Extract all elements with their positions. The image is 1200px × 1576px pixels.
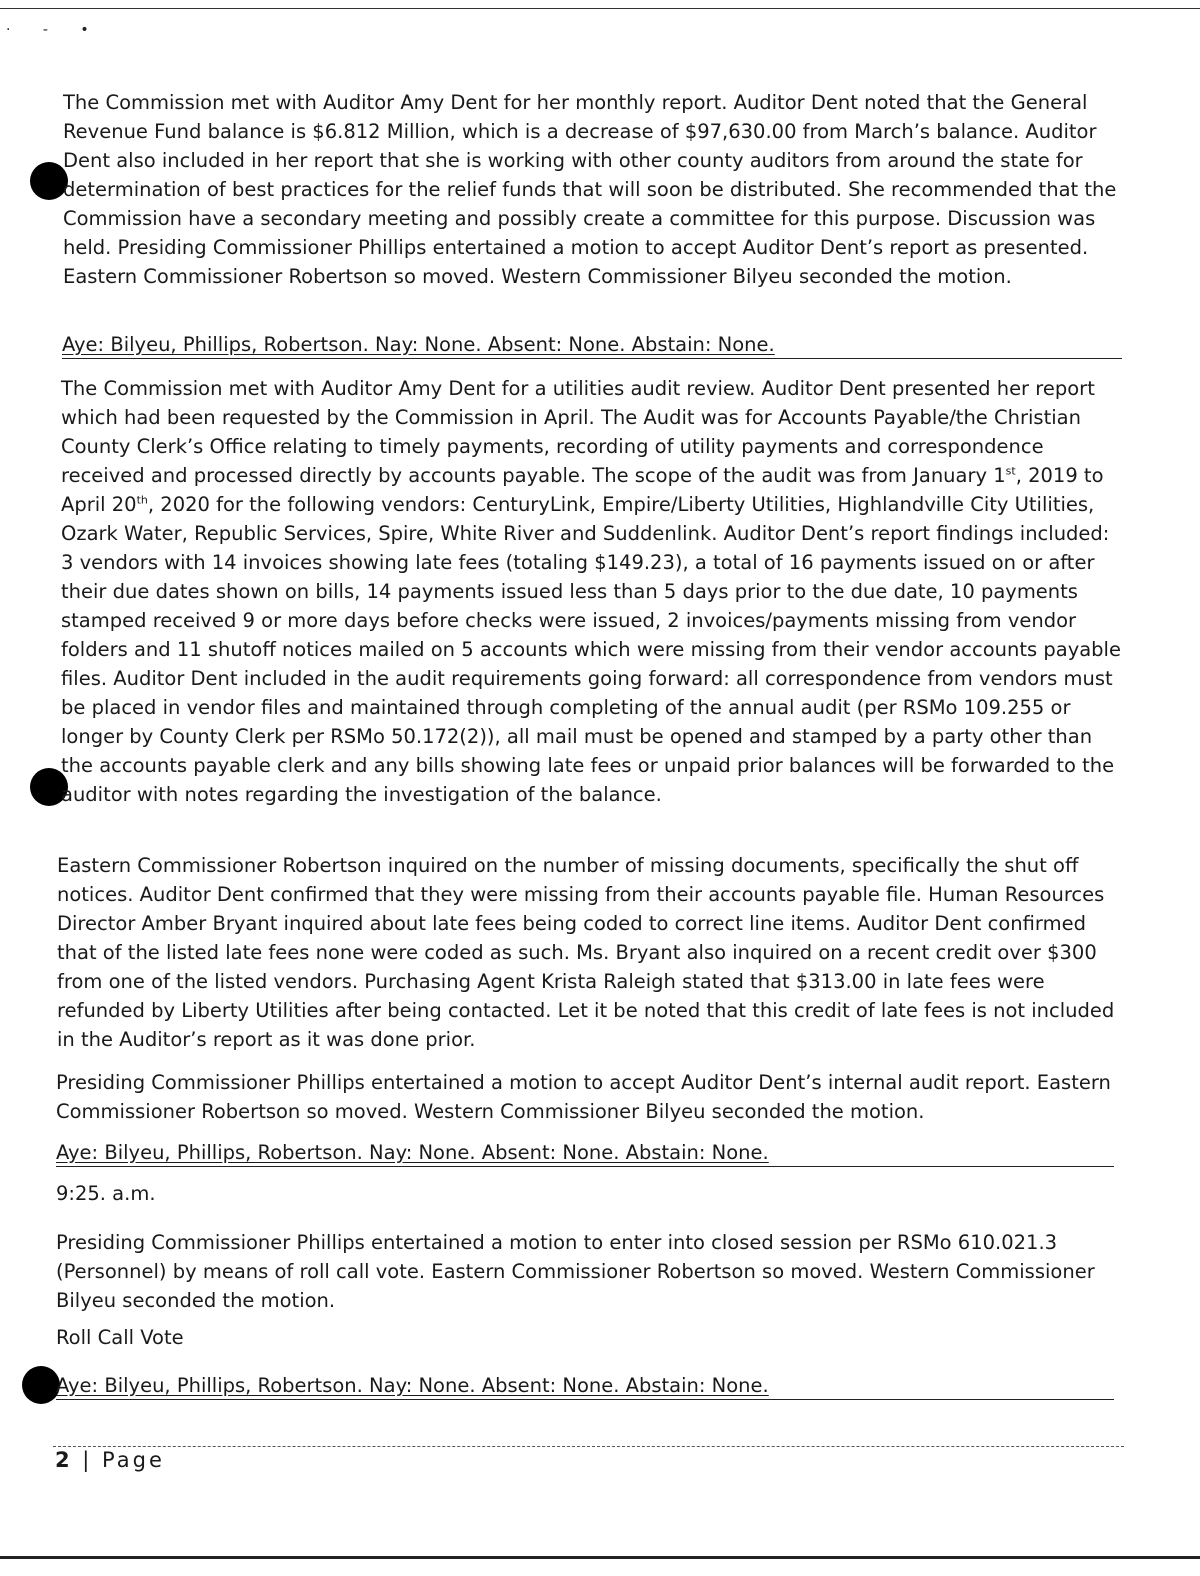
- superscript-st: st: [1005, 464, 1016, 478]
- bottom-border-line: [0, 1556, 1200, 1559]
- utilities-audit-text-3: , 2020 for the following vendors: CenturyLink, Empire/Liberty Utilities, Highlandville City Utilities, Ozark Water, Republic Services, Spire, White River and Suddenlink. Auditor Dent’s report findings included: 3 vendors with 14 invoices showing late fees (totaling $149.23), a total of 16 payments issued on or after their due dates shown on bills, 14 payments issued less than 5 days prior to the due date, 10 payments stamped received 9 or more days before checks were issued, 2 invoices/payments missing from vendor folders and 11 shutoff notices mailed on 5 accounts which were missing from their vendor accounts payable files. Auditor Dent included in the audit requirements going forward: all correspondence from vendors must be placed in vendor files and maintained through completing of the annual audit (per RSMo 109.255 or longer by County Clerk per RSMo 50.172(2)), all mail must be opened and stamped by a party other than the accounts payable clerk and any bills showing late fees or unpaid prior balances will be forwarded to the auditor with notes regarding the investigation of the balance.: [61, 493, 1121, 806]
- top-border-line: [0, 8, 1200, 9]
- monthly-report-paragraph: The Commission met with Auditor Amy Dent for her monthly report. Auditor Dent noted that the General Revenue Fund balance is $6.812 Million, which is a decrease of $97,630.00 from March’s balance. Auditor Dent also included in her report that she is working with other county auditors from around the state for determination of best practices for the relief funds that will soon be distributed. She recommended that the Commission have a secondary meeting and possibly create a committee for this purpose. Discussion was held. Presiding Commissioner Phillips entertained a motion to accept Auditor Dent’s report as presented. Eastern Commissioner Robertson so moved. Western Commissioner Bilyeu seconded the motion.: [63, 91, 1117, 288]
- time-stamp: 9:25. a.m.: [56, 1182, 156, 1205]
- superscript-th: th: [136, 493, 148, 507]
- internal-audit-motion-paragraph: Presiding Commissioner Phillips entertained a motion to accept Auditor Dent’s internal audit report. Eastern Commissioner Robertson so moved. Western Commissioner Bilyeu seconded the motion.: [56, 1071, 1111, 1123]
- page-footer: [55, 1448, 165, 1472]
- roll-call-heading: Roll Call Vote: [56, 1326, 184, 1349]
- utilities-audit-text-2: , 2019 to April 20: [61, 464, 1104, 516]
- page-number: 2: [55, 1448, 73, 1472]
- discussion-paragraph: Eastern Commissioner Robertson inquired on the number of missing documents, specifically the shut off notices. Auditor Dent confirmed that they were missing from their accounts payable file. Human Resources Director Amber Bryant inquired about late fees being coded to correct line items. Auditor Dent confirmed that of the listed late fees none were coded as such. Ms. Bryant also inquired on a recent credit over $300 from one of the listed vendors. Purchasing Agent Krista Raleigh stated that $313.00 in late fees were refunded by Liberty Utilities after being contacted. Let it be noted that this credit of late fees is not included in the Auditor’s report as it was done prior.: [57, 854, 1115, 1051]
- vote-record-3: Aye: Bilyeu, Phillips, Robertson. Nay: None. Absent: None. Abstain: None.: [56, 1373, 1114, 1400]
- punch-hole-bottom: [22, 1366, 60, 1404]
- scan-marks: · - •: [6, 22, 103, 38]
- closed-session-motion-block: [56, 1228, 1122, 1315]
- vote-record-2: Aye: Bilyeu, Phillips, Robertson. Nay: None. Absent: None. Abstain: None.: [56, 1140, 1114, 1167]
- discussion-block: [57, 851, 1123, 1054]
- page-label: | Page: [72, 1448, 165, 1472]
- utilities-audit-text-1: The Commission met with Auditor Amy Dent for a utilities audit review. Auditor Dent presented her report which had been requested by the Commission in April. The Audit was for Accounts Payable/the Christian County Clerk’s Office relating to timely payments, recording of utility payments and correspondence received and processed directly by accounts payable. The scope of the audit was from January 1: [61, 377, 1095, 487]
- internal-audit-motion-block: [56, 1068, 1122, 1126]
- utilities-audit-block: [61, 374, 1125, 809]
- footer-divider: [53, 1446, 1124, 1447]
- monthly-report-block: [63, 88, 1127, 291]
- utilities-audit-paragraph: [61, 374, 1125, 809]
- closed-session-motion-paragraph: Presiding Commissioner Phillips entertained a motion to enter into closed session per RSMo 610.021.3 (Personnel) by means of roll call vote. Eastern Commissioner Robertson so moved. Western Commissioner Bilyeu seconded the motion.: [56, 1231, 1095, 1312]
- vote-record-1: Aye: Bilyeu, Phillips, Robertson. Nay: None. Absent: None. Abstain: None.: [62, 332, 1122, 359]
